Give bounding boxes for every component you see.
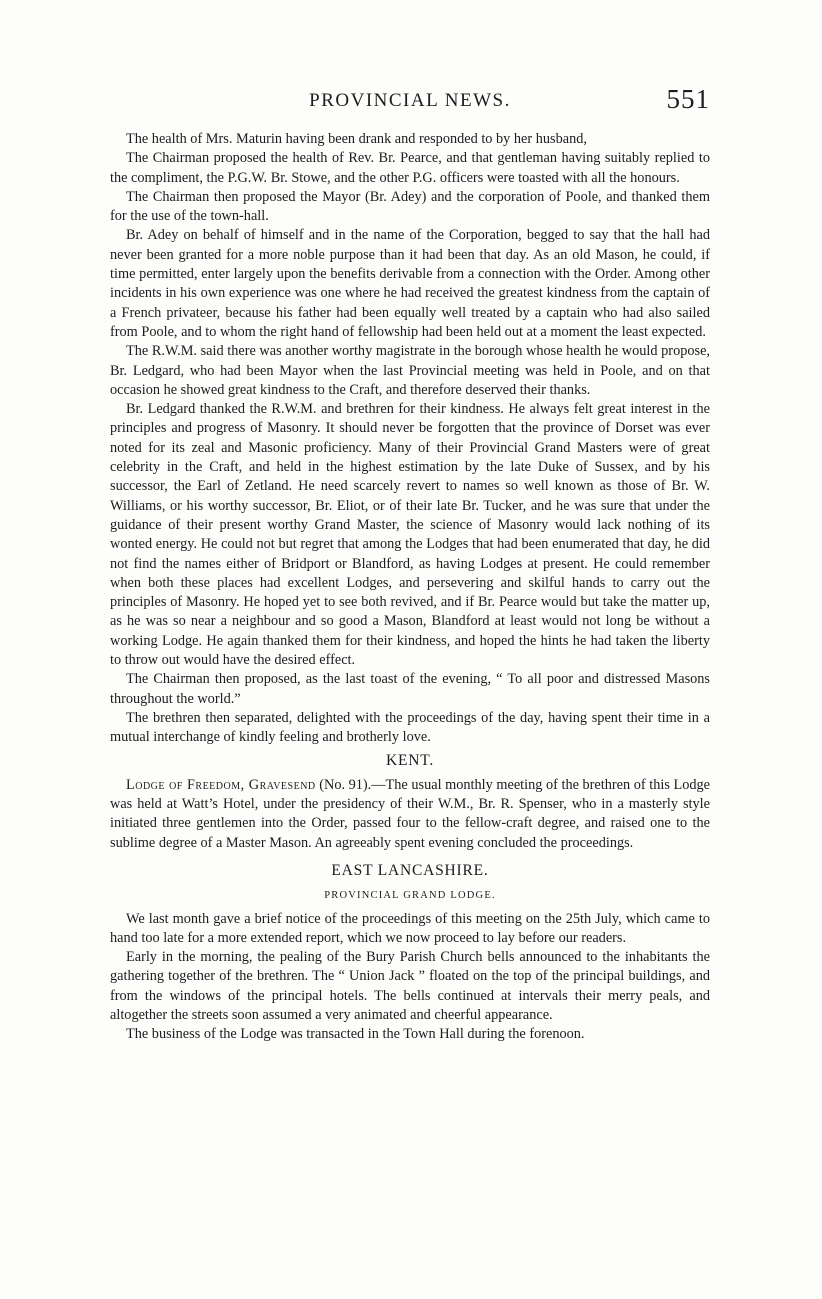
paragraph: We last month gave a brief notice of the proceedings of this meeting on the 25th July, which came to hand too late for a more extended report, which we now proceed to lay before our readers. xyxy=(110,910,710,946)
paragraph: Br. Adey on behalf of himself and in the name of the Corporation, begged to say that the hall had never been granted for a more noble purpose than it had been that day. As an old Mason, he could, if time permitted, enter largely upon the benefits derivable from a connection with the Order. Among other incidents in his own experience was one where he had received the greatest kindness from the captain of a French privateer, because his father had been equally well treated by a captain who had also sailed from Poole, and to whom the right hand of fellowship had been held out at a moment the least expected. xyxy=(110,227,710,340)
paragraph-kent-text: (No. 91).—The usual monthly meeting of the brethren of this Lodge was held at Watt’s Hotel, under the presidency of their W.M., Br. R. Spenser, who in a masterly style initiated three gentlemen into the Order, passed four to the fellow-craft degree, and raised one to the sublime degree of a Master Mason. An agreeably spent evening concluded the proceedings. xyxy=(110,776,710,851)
article-body xyxy=(110,130,710,1045)
paragraph: The Chairman proposed the health of Rev. Br. Pearce, and that gentleman having suitably replied to the compliment, the P.G.W. Br. Stowe, and the other P.G. officers were toasted with all the honours. xyxy=(110,150,710,186)
section-heading-east-lancashire: EAST LANCASHIRE. xyxy=(331,861,489,879)
paragraph: The business of the Lodge was transacted in the Town Hall during the forenoon. xyxy=(126,1026,585,1043)
paragraph: Early in the morning, the pealing of the Bury Parish Church bells announced to the inhabitants the gathering together of the brethren. The “ Union Jack ” floated on the top of the principal buildings, and from the windows of the principal hotels. The bells continued at intervals their merry peals, and altogether the streets soon assumed a very animated and cheerful appearance. xyxy=(110,949,710,1024)
running-head xyxy=(110,84,710,130)
page-number: 551 xyxy=(666,84,710,114)
paragraph: The Chairman then proposed the Mayor (Br. Adey) and the corporation of Poole, and thanked them for the use of the town-hall. xyxy=(110,188,710,225)
running-title: PROVINCIAL NEWS. xyxy=(309,90,511,111)
paragraph: The brethren then separated, delighted with the proceedings of the day, having spent their time in a mutual interchange of kindly feeling and brotherly love. xyxy=(110,709,710,746)
subsection-heading: PROVINCIAL GRAND LODGE. xyxy=(324,890,496,902)
lodge-name: Lodge of Freedom, Gravesend xyxy=(126,776,316,793)
section-heading-kent: KENT. xyxy=(385,751,435,769)
paragraph-kent xyxy=(110,776,710,853)
paragraph: Br. Ledgard thanked the R.W.M. and brethren for their kindness. He always felt great interest in the principles and progress of Masonry. It should never be forgotten that the province of Dorset was ever noted for its zeal and Masonic proficiency. Many of their Provincial Grand Masters were of great celebrity in the Craft, and held in the highest estimation by the late Duke of Sussex, and by his successor, the Earl of Zetland. He need scarcely revert to names so well known as those of Br. W. Williams, or his worthy successor, Br. Eliot, or of their late Br. Tucker, and he was sure that under the guidance of their present worthy Grand Master, the science of Masonry would lack nothing of its wonted energy. He could not but regret that among the Lodges that had been enumerated that day, he did not find the names either of Bridport or Blandford, as having Lodges at present. He could remember when both these places had excellent Lodges, and persevering and skilful hands to carry out the principles of Masonry. He hoped yet to see both revived, and if Br. Pearce would but take the matter up, as he was so near a neighbour and so good a Mason, Blandford at least would not long be without a working Lodge. He again thanked them for their kindness, and hoped the hints he had taken the liberty to throw out would have the desired effect. xyxy=(110,401,710,669)
paragraph: The R.W.M. said there was another worthy magistrate in the borough whose health he would propose, Br. Ledgard, who had been Mayor when the last Provincial meeting was held in Poole, and on that occasion he showed great kindness to the Craft, and therefore deserved their thanks. xyxy=(110,343,710,398)
paragraph: The health of Mrs. Maturin having been drank and responded to by her husband, xyxy=(126,131,587,147)
paragraph: The Chairman then proposed, as the last toast of the evening, “ To all poor and distressed Masons throughout the world.” xyxy=(110,671,710,707)
page xyxy=(110,84,710,1045)
